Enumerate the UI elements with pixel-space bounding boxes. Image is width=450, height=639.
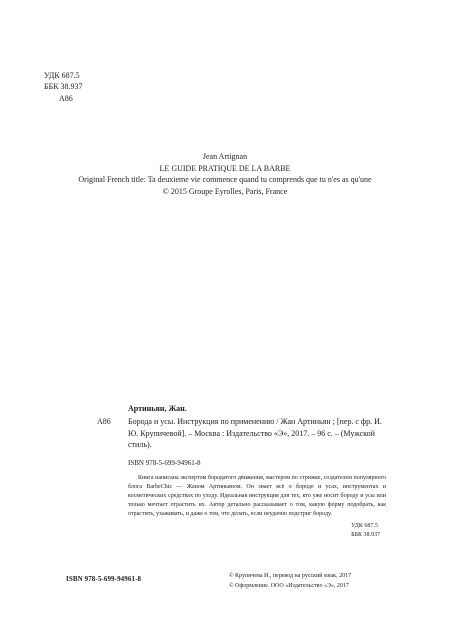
bottom-classification — [351, 522, 380, 540]
original-edition-info — [0, 151, 450, 197]
original-author: Jean Artignan — [202, 152, 248, 161]
bbk-code: ББК 38.937 — [44, 82, 83, 91]
footer-copyrights — [229, 571, 351, 591]
original-book-title: LE GUIDE PRATIQUE DE LA BARBE — [159, 163, 291, 173]
catalog-author: Артиньян, Жан. — [128, 404, 187, 413]
design-copyright: © Оформление. ООО «Издательство «Э», 2017 — [229, 583, 349, 589]
bottom-bbk-code: ББК 38.937 — [351, 532, 380, 538]
catalog-isbn: ISBN 978-5-699-94961-8 — [128, 459, 201, 467]
original-copyright: © 2015 Groupe Eyrolles, Paris, France — [162, 186, 288, 196]
catalog-code: А86 — [97, 417, 111, 426]
udk-code: УДК 687.5 — [44, 71, 80, 80]
footer-isbn: ISBN 978-5-699-94961-8 — [66, 575, 142, 583]
original-french-title: Original French title: Ta deuxieme vie commence quand tu comprends que tu n'es as qu'une — [78, 175, 372, 184]
bottom-udk-code: УДК 687.5 — [351, 523, 378, 529]
catalog-description: Борода и усы. Инструкция по применению / Жан Артиньян ; [пер. с фр. И. Ю. Крупичевой]. – Москва : Издательство «Э», 2017. – 96 с. – (Мужской стиль). — [128, 417, 382, 449]
translation-copyright: © Крупичева И., перевод на русский язык, 2017 — [229, 573, 352, 579]
catalog-annotation: Книга написана экспертом бородатого движения, мастером по стрижке, создателем популярного блога BarbeChic — Жаном Артиньяном. Он знает всё о бороде и усах, инструментах и косметических средствах по уходу. Идеальная инструкция для тех, кто уже носит бороду и усы или только мечтает отрастить их. Автор детально рассказывает о том, какую форму подобрать, как отрастить, ухаживать, и даже о том, что делать, если неудачно подстриг бороду. — [128, 475, 386, 517]
author-mark-code: А86 — [59, 94, 73, 103]
